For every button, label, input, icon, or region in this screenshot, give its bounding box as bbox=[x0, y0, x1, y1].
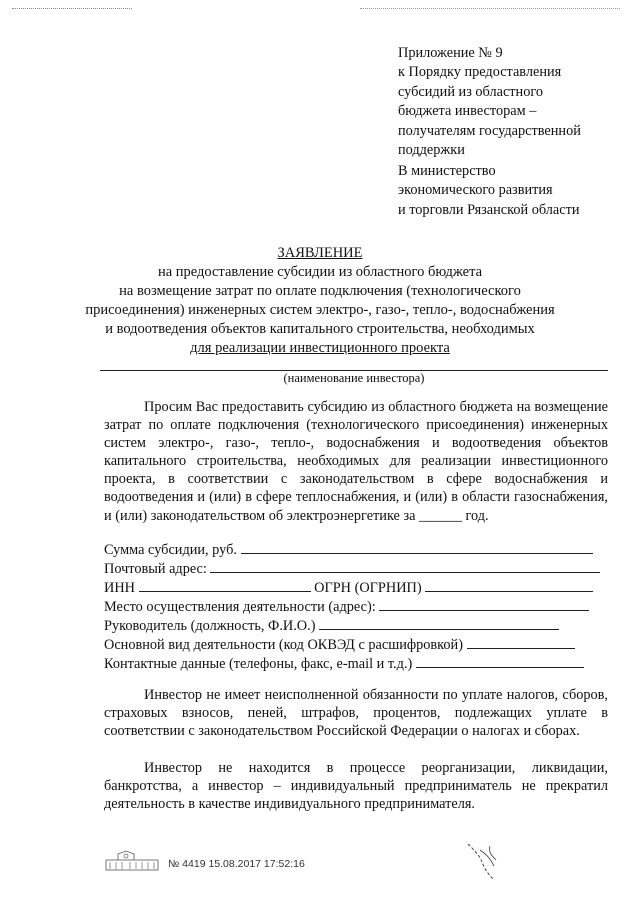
appendix-line: получателям государственной bbox=[398, 122, 581, 139]
appendix-line: субсидий из областного bbox=[398, 83, 544, 100]
addressee-block bbox=[398, 162, 633, 220]
organization-logo-icon bbox=[104, 850, 160, 872]
subsidy-sum-input[interactable] bbox=[241, 540, 593, 554]
title-line: для реализации инвестиционного проекта bbox=[190, 340, 450, 356]
scan-edge-top-right bbox=[360, 8, 620, 9]
appendix-line: поддержки bbox=[398, 142, 465, 159]
statement-tax bbox=[104, 686, 608, 740]
title-line: присоединения) инженерных систем электро-, газо-, тепло-, водоснабжения bbox=[85, 302, 555, 318]
field-label: Сумма субсидии, руб. bbox=[104, 542, 237, 558]
field-contacts bbox=[104, 654, 608, 674]
contacts-input[interactable] bbox=[416, 654, 584, 668]
field-label: Контактные данные (телефоны, факс, e-mail и т.д.) bbox=[104, 656, 413, 672]
field-label: ИНН bbox=[104, 580, 135, 596]
statement-reorganization bbox=[104, 759, 608, 813]
addressee-line: В министерство bbox=[398, 163, 496, 179]
field-postal-address bbox=[104, 559, 608, 579]
field-label: Почтовый адрес: bbox=[104, 561, 207, 577]
document-registration-mark: № 4419 15.08.2017 17:52:16 bbox=[168, 858, 305, 870]
field-inn-ogrn bbox=[104, 578, 608, 598]
activity-place-input[interactable] bbox=[379, 597, 589, 611]
investor-caption: (наименование инвестора) bbox=[283, 371, 425, 385]
scan-edge-top-left bbox=[12, 8, 132, 9]
field-label: Место осуществления деятельности (адрес): bbox=[104, 599, 376, 615]
postal-address-input[interactable] bbox=[210, 559, 600, 573]
signature-mark-icon bbox=[460, 836, 510, 886]
appendix-line: бюджета инвесторам – bbox=[398, 103, 537, 120]
field-label: ОГРН (ОГРНИП) bbox=[314, 580, 422, 596]
title-heading: ЗАЯВЛЕНИЕ bbox=[277, 245, 363, 261]
field-label: Основной вид деятельности (код ОКВЭД с расшифровкой) bbox=[104, 637, 463, 653]
field-okved bbox=[104, 635, 608, 655]
title-line: и водоотведения объектов капитального строительства, необходимых bbox=[105, 321, 535, 337]
addressee-line: экономического развития bbox=[398, 182, 553, 199]
okved-input[interactable] bbox=[467, 635, 575, 649]
title-line: на предоставление субсидии из областного бюджета bbox=[157, 264, 483, 280]
appendix-line: к Порядку предоставления bbox=[398, 64, 562, 81]
addressee-line: и торговли Рязанской области bbox=[398, 201, 580, 218]
statement-text: Инвестор не имеет неисполненной обязанности по уплате налогов, сборов, страховых взносов, пеней, штрафов, процентов, подлежащих уплате в соответствии с законодательством Российской Федерации о налогах и сборах. bbox=[104, 687, 608, 740]
field-activity-place bbox=[104, 597, 608, 617]
field-subsidy-sum bbox=[104, 540, 608, 560]
inn-input[interactable] bbox=[139, 578, 311, 592]
field-head bbox=[104, 616, 608, 636]
appendix-block bbox=[398, 44, 633, 160]
ogrn-input[interactable] bbox=[425, 578, 593, 592]
request-paragraph bbox=[104, 398, 608, 525]
field-label: Руководитель (должность, Ф.И.О.) bbox=[104, 618, 316, 634]
document-title bbox=[0, 244, 640, 358]
title-line: на возмещение затрат по оплате подключения (технологического bbox=[119, 283, 521, 299]
head-input[interactable] bbox=[319, 616, 559, 630]
appendix-line: Приложение № 9 bbox=[398, 45, 503, 61]
statement-text: Инвестор не находится в процессе реорганизации, ликвидации, банкротства, а инвестор – индивидуальный предприниматель не прекратил деятельность в качестве индивидуального предпринимателя. bbox=[104, 760, 608, 813]
request-text: Просим Вас предоставить субсидию из областного бюджета на возмещение затрат по оплате подключения (технологического присоединения) инженерных систем электро-, газо-, тепло-, водоснабжения и водоотведения объектов капитального строительства, необходимых для реализации инвестиционного проекта, в соответствии с законодательством в сфере водоснабжения и водоотведения и (или) в сфере теплоснабжения, и (или) в области газоснабжения, и (или) законодательством об электроэнергетике за ______ год. bbox=[104, 399, 608, 524]
